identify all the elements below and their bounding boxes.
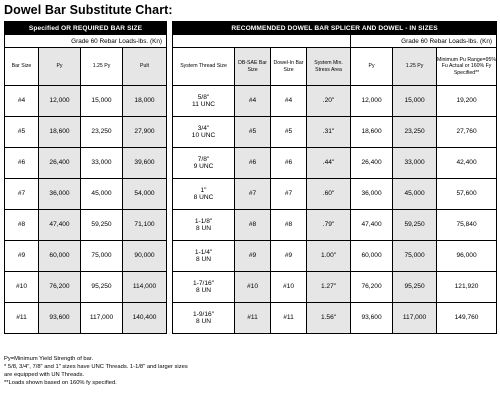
col-pult: Pult [123, 48, 167, 86]
cell-py: 60,000 [39, 241, 81, 272]
table-row [5, 303, 497, 334]
footnote-loads: **Loads shown based on 160% fy specified. [4, 380, 117, 386]
col-py-right: Py [351, 48, 393, 86]
cell-py125-right: 45,000 [393, 179, 437, 210]
col-py125: 1.25 Py [81, 48, 123, 86]
thread-type: 8 UN [196, 225, 212, 232]
cell-dowel-in: #7 [271, 179, 307, 210]
cell-system-thread [173, 86, 235, 117]
cell-stress-area: .79" [307, 210, 351, 241]
footnotes [4, 355, 304, 387]
cell-py-right: 93,600 [351, 303, 393, 334]
cell-min-pu: 121,920 [437, 272, 497, 303]
cell-bar-size: #9 [5, 241, 39, 272]
chart-title: Dowel Bar Substitute Chart: [4, 3, 173, 17]
cell-pult: 114,000 [123, 272, 167, 303]
cell-dowel-in: #9 [271, 241, 307, 272]
cell-pult: 90,000 [123, 241, 167, 272]
cell-dowel-in: #4 [271, 86, 307, 117]
cell-system-thread [173, 303, 235, 334]
thread-size: 3/4" [197, 124, 210, 132]
footnote-threads-cont: are equipped with UN Threads. [4, 372, 85, 378]
cell-py-right: 18,600 [351, 117, 393, 148]
cell-stress-area: 1.56" [307, 303, 351, 334]
thread-type: 9 UNC [193, 163, 214, 170]
cell-system-thread [173, 148, 235, 179]
table-row [5, 179, 497, 210]
cell-pult: 140,400 [123, 303, 167, 334]
cell-min-pu: 149,760 [437, 303, 497, 334]
cell-db-sae: #4 [235, 86, 271, 117]
left-loads-label: Grade 60 Rebar Loads-lbs. (Kn) [5, 35, 167, 48]
cell-py125-right: 15,000 [393, 86, 437, 117]
cell-stress-area: .20" [307, 86, 351, 117]
cell-py-right: 76,200 [351, 272, 393, 303]
cell-min-pu: 27,760 [437, 117, 497, 148]
cell-db-sae: #6 [235, 148, 271, 179]
cell-py: 93,600 [39, 303, 81, 334]
cell-min-pu: 57,600 [437, 179, 497, 210]
cell-system-thread [173, 272, 235, 303]
table-row [5, 272, 497, 303]
cell-py125-right: 23,250 [393, 117, 437, 148]
thread-size: 7/8" [197, 155, 210, 163]
cell-dowel-in: #11 [271, 303, 307, 334]
thread-type: 8 UN [196, 318, 212, 325]
cell-bar-size: #8 [5, 210, 39, 241]
thread-type: 8 UN [196, 256, 212, 263]
cell-py125-right: 95,250 [393, 272, 437, 303]
thread-size: 1-1/4" [194, 248, 213, 256]
cell-bar-size: #11 [5, 303, 39, 334]
cell-pult: 18,000 [123, 86, 167, 117]
cell-py-right: 36,000 [351, 179, 393, 210]
cell-db-sae: #10 [235, 272, 271, 303]
cell-py125: 45,000 [81, 179, 123, 210]
cell-db-sae: #11 [235, 303, 271, 334]
thread-size: 1" [200, 186, 207, 194]
cell-py125-right: 75,000 [393, 241, 437, 272]
cell-dowel-in: #5 [271, 117, 307, 148]
right-loads-label: Grade 60 Rebar Loads-lbs. (Kn) [351, 35, 497, 48]
cell-stress-area: .44" [307, 148, 351, 179]
cell-py-right: 26,400 [351, 148, 393, 179]
thread-size: 1-7/16" [193, 279, 215, 287]
cell-py125: 59,250 [81, 210, 123, 241]
cell-py125-right: 59,250 [393, 210, 437, 241]
cell-py125: 23,250 [81, 117, 123, 148]
col-dowel-in: Dowel-In Bar Size [271, 48, 307, 86]
cell-py-right: 12,000 [351, 86, 393, 117]
cell-min-pu: 75,840 [437, 210, 497, 241]
col-py: Py [39, 48, 81, 86]
left-section-title: Specified OR REQUIRED BAR SIZE [5, 22, 167, 35]
thread-size: 5/8" [197, 93, 210, 101]
thread-type: 8 UN [196, 287, 212, 294]
cell-system-thread [173, 117, 235, 148]
col-system-thread: System Thread Size [173, 48, 235, 86]
cell-min-pu: 42,400 [437, 148, 497, 179]
cell-bar-size: #5 [5, 117, 39, 148]
cell-py125: 95,250 [81, 272, 123, 303]
table-row [5, 148, 497, 179]
footnote-py: Py=Minimum Yield Strength of bar. [4, 356, 94, 362]
footnote-threads: * 5/8, 3/4", 7/8" and 1" sizes have UNC Threads. 1-1/8" and larger sizes [4, 364, 188, 370]
cell-pult: 71,100 [123, 210, 167, 241]
cell-stress-area: 1.00" [307, 241, 351, 272]
cell-db-sae: #8 [235, 210, 271, 241]
cell-dowel-in: #6 [271, 148, 307, 179]
right-section-title: RECOMMENDED DOWEL BAR SPLICER AND DOWEL - IN SIZES [173, 22, 497, 35]
cell-py: 76,200 [39, 272, 81, 303]
cell-py: 26,400 [39, 148, 81, 179]
cell-py125: 117,000 [81, 303, 123, 334]
col-min-pu: Minimum Pu Range=95% Fu Actual or 160% Fy Specified** [437, 48, 497, 86]
cell-py125-right: 33,000 [393, 148, 437, 179]
thread-size: 1-1/8" [194, 217, 213, 225]
cell-dowel-in: #8 [271, 210, 307, 241]
blank-cell [173, 35, 351, 48]
cell-system-thread [173, 241, 235, 272]
table-row [5, 241, 497, 272]
cell-min-pu: 96,000 [437, 241, 497, 272]
cell-system-thread [173, 179, 235, 210]
cell-py125: 15,000 [81, 86, 123, 117]
cell-db-sae: #5 [235, 117, 271, 148]
thread-size: 1-9/16" [193, 310, 215, 318]
dowel-bar-table [4, 21, 496, 349]
cell-min-pu: 19,200 [437, 86, 497, 117]
cell-py-right: 47,400 [351, 210, 393, 241]
cell-py125: 33,000 [81, 148, 123, 179]
cell-stress-area: 1.27" [307, 272, 351, 303]
cell-dowel-in: #10 [271, 272, 307, 303]
cell-pult: 27,900 [123, 117, 167, 148]
cell-stress-area: .60" [307, 179, 351, 210]
cell-bar-size: #10 [5, 272, 39, 303]
cell-db-sae: #9 [235, 241, 271, 272]
cell-bar-size: #4 [5, 86, 39, 117]
col-db-sae: DB-SAE Bar Size [235, 48, 271, 86]
cell-py: 18,600 [39, 117, 81, 148]
table-row [5, 210, 497, 241]
thread-type: 11 UNC [192, 101, 216, 108]
col-py125-right: 1.25 Py [393, 48, 437, 86]
cell-pult: 39,600 [123, 148, 167, 179]
cell-py-right: 60,000 [351, 241, 393, 272]
thread-type: 8 UNC [193, 194, 214, 201]
table-row [5, 86, 497, 117]
cell-system-thread [173, 210, 235, 241]
cell-py125: 75,000 [81, 241, 123, 272]
cell-db-sae: #7 [235, 179, 271, 210]
cell-py: 47,400 [39, 210, 81, 241]
cell-bar-size: #7 [5, 179, 39, 210]
cell-bar-size: #6 [5, 148, 39, 179]
col-stress-area: System Min. Stress Area [307, 48, 351, 86]
table-row [5, 117, 497, 148]
thread-type: 10 UNC [191, 132, 216, 139]
cell-py125-right: 117,000 [393, 303, 437, 334]
cell-py: 12,000 [39, 86, 81, 117]
cell-stress-area: .31" [307, 117, 351, 148]
col-bar-size: Bar Size [5, 48, 39, 86]
cell-py: 36,000 [39, 179, 81, 210]
cell-pult: 54,000 [123, 179, 167, 210]
